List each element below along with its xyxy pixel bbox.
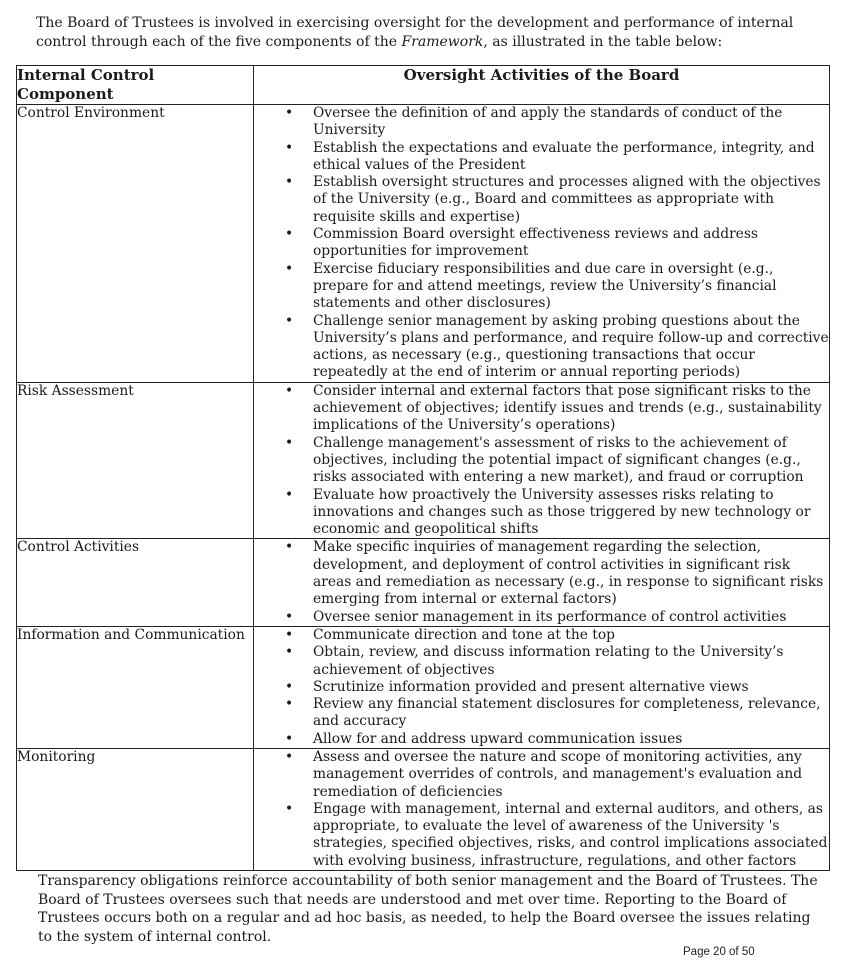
activities-cell — [254, 382, 830, 539]
bullet-icon: • — [285, 626, 294, 643]
activity-text: Obtain, review, and discuss information relating to the University’s achievement of objectives — [313, 644, 784, 678]
component-name: Risk Assessment — [17, 382, 254, 539]
activity-item — [254, 140, 829, 175]
intro-paragraph — [36, 14, 826, 52]
activity-list — [254, 749, 829, 870]
bullet-icon: • — [285, 105, 294, 121]
activity-item — [254, 261, 829, 313]
activity-text: Assess and oversee the nature and scope of monitoring activities, any management overrides of controls, and management's evaluation and remediation of deficiencies — [313, 748, 803, 800]
table-row — [17, 748, 830, 870]
bullet-icon: • — [285, 730, 294, 747]
activity-item — [254, 174, 829, 226]
component-name: Information and Communication — [17, 626, 254, 748]
activity-text: Establish the expectations and evaluate the performance, integrity, and ethical values of the President — [313, 139, 815, 173]
bullet-icon: • — [285, 312, 294, 329]
activities-cell — [254, 105, 830, 383]
bullet-icon: • — [285, 696, 294, 713]
activity-item — [254, 644, 829, 679]
activities-cell — [254, 626, 830, 748]
page-number: Page 20 of 50 — [683, 946, 755, 958]
activity-item — [254, 313, 829, 382]
activities-cell — [254, 539, 830, 626]
bullet-icon: • — [285, 539, 294, 556]
activity-text: Oversee senior management in its performance of control activities — [313, 608, 787, 625]
bullet-icon: • — [285, 486, 294, 503]
component-name: Control Activities — [17, 539, 254, 626]
activity-text: Review any financial statement disclosures for completeness, relevance, and accuracy — [313, 696, 821, 730]
activity-text: Exercise fiduciary responsibilities and due care in oversight (e.g., prepare for and attend meetings, review the University’s financial statements and other disclosures) — [313, 260, 777, 312]
bullet-icon: • — [285, 139, 294, 156]
bullet-icon: • — [285, 748, 294, 765]
component-name: Control Environment — [17, 105, 254, 383]
activity-list — [254, 627, 829, 748]
activity-item — [254, 679, 829, 696]
activity-text: Oversee the definition of and apply the standards of conduct of the University — [313, 105, 783, 139]
activity-item — [254, 731, 829, 748]
bullet-icon: • — [285, 174, 294, 191]
activity-item — [254, 627, 829, 644]
activity-item — [254, 487, 829, 539]
outro-paragraph: Transparency obligations reinforce accountability of both senior management and the Board of Trustees. The Board of Trustees oversees such that needs are understood and met over time. Reporting to the Board of Trustees occurs both on a regular and ad hoc basis, as needed, to help the Board oversee the issues relating to the system of internal control. — [38, 873, 818, 945]
bullet-icon: • — [285, 678, 294, 695]
table-row — [17, 539, 830, 626]
activity-list — [254, 539, 829, 625]
activity-item — [254, 609, 829, 626]
activity-item — [254, 105, 829, 140]
activity-text: Engage with management, internal and external auditors, and others, as appropriate, to evaluate the level of awareness of the University 's strategies, specified objectives, risks, and control implications associated with evolving business, infrastructure, regulations, and other factors — [313, 800, 828, 869]
table-row — [17, 626, 830, 748]
oversight-table — [16, 65, 830, 871]
bullet-icon: • — [285, 434, 294, 451]
intro-text-before: The Board of Trustees is involved in exercising oversight for the development and performance of internal control through each of the five components of the — [36, 15, 794, 50]
activity-text: Challenge management's assessment of risks to the achievement of objectives, including the potential impact of significant changes (e.g., risks associated with entering a new market), and fraud or corruption — [313, 434, 804, 486]
bullet-icon: • — [285, 800, 294, 817]
intro-text-after: , as illustrated in the table below: — [483, 34, 723, 50]
activity-item — [254, 696, 829, 731]
table-row — [17, 105, 830, 383]
activity-text: Scrutinize information provided and present alternative views — [313, 678, 749, 695]
activity-item — [254, 226, 829, 261]
activity-item — [254, 801, 829, 870]
table-header-row — [17, 66, 830, 105]
activity-text: Evaluate how proactively the University assesses risks relating to innovations and changes such as those triggered by new technology or economic and geopolitical shifts — [313, 486, 811, 538]
activity-item — [254, 749, 829, 801]
activity-list — [254, 105, 829, 382]
activities-cell — [254, 748, 830, 870]
activity-item — [254, 435, 829, 487]
framework-term: Framework — [401, 34, 484, 50]
activity-text: Commission Board oversight effectiveness reviews and address opportunities for improvement — [313, 226, 758, 260]
bullet-icon: • — [285, 608, 294, 625]
bullet-icon: • — [285, 260, 294, 277]
bullet-icon: • — [285, 644, 294, 661]
activity-text: Make specific inquiries of management regarding the selection, development, and deployment of control activities in significant risk areas and remediation as necessary (e.g., in response to significant risks emerging from internal or external factors) — [313, 539, 824, 608]
bullet-icon: • — [285, 226, 294, 243]
activity-text: Communicate direction and tone at the top — [313, 626, 615, 643]
activity-list — [254, 383, 829, 539]
activity-item — [254, 539, 829, 608]
table-row — [17, 382, 830, 539]
component-name: Monitoring — [17, 748, 254, 870]
activity-item — [254, 383, 829, 435]
header-component: Internal Control Component — [17, 66, 254, 105]
activity-text: Challenge senior management by asking probing questions about the University’s plans and performance, and require follow-up and corrective actions, as necessary (e.g., questioning transactions that occur repeatedly at the end of interim or annual reporting periods) — [313, 312, 829, 381]
activity-text: Allow for and address upward communication issues — [313, 730, 683, 747]
bullet-icon: • — [285, 382, 294, 399]
table-body — [17, 105, 830, 871]
header-activities: Oversight Activities of the Board — [254, 66, 830, 105]
activity-text: Consider internal and external factors that pose significant risks to the achievement of objectives; identify issues and trends (e.g., sustainability implications of the University’s operations) — [313, 382, 822, 434]
activity-text: Establish oversight structures and processes aligned with the objectives of the University (e.g., Board and committees as appropriate with requisite skills and expertise) — [313, 174, 821, 225]
